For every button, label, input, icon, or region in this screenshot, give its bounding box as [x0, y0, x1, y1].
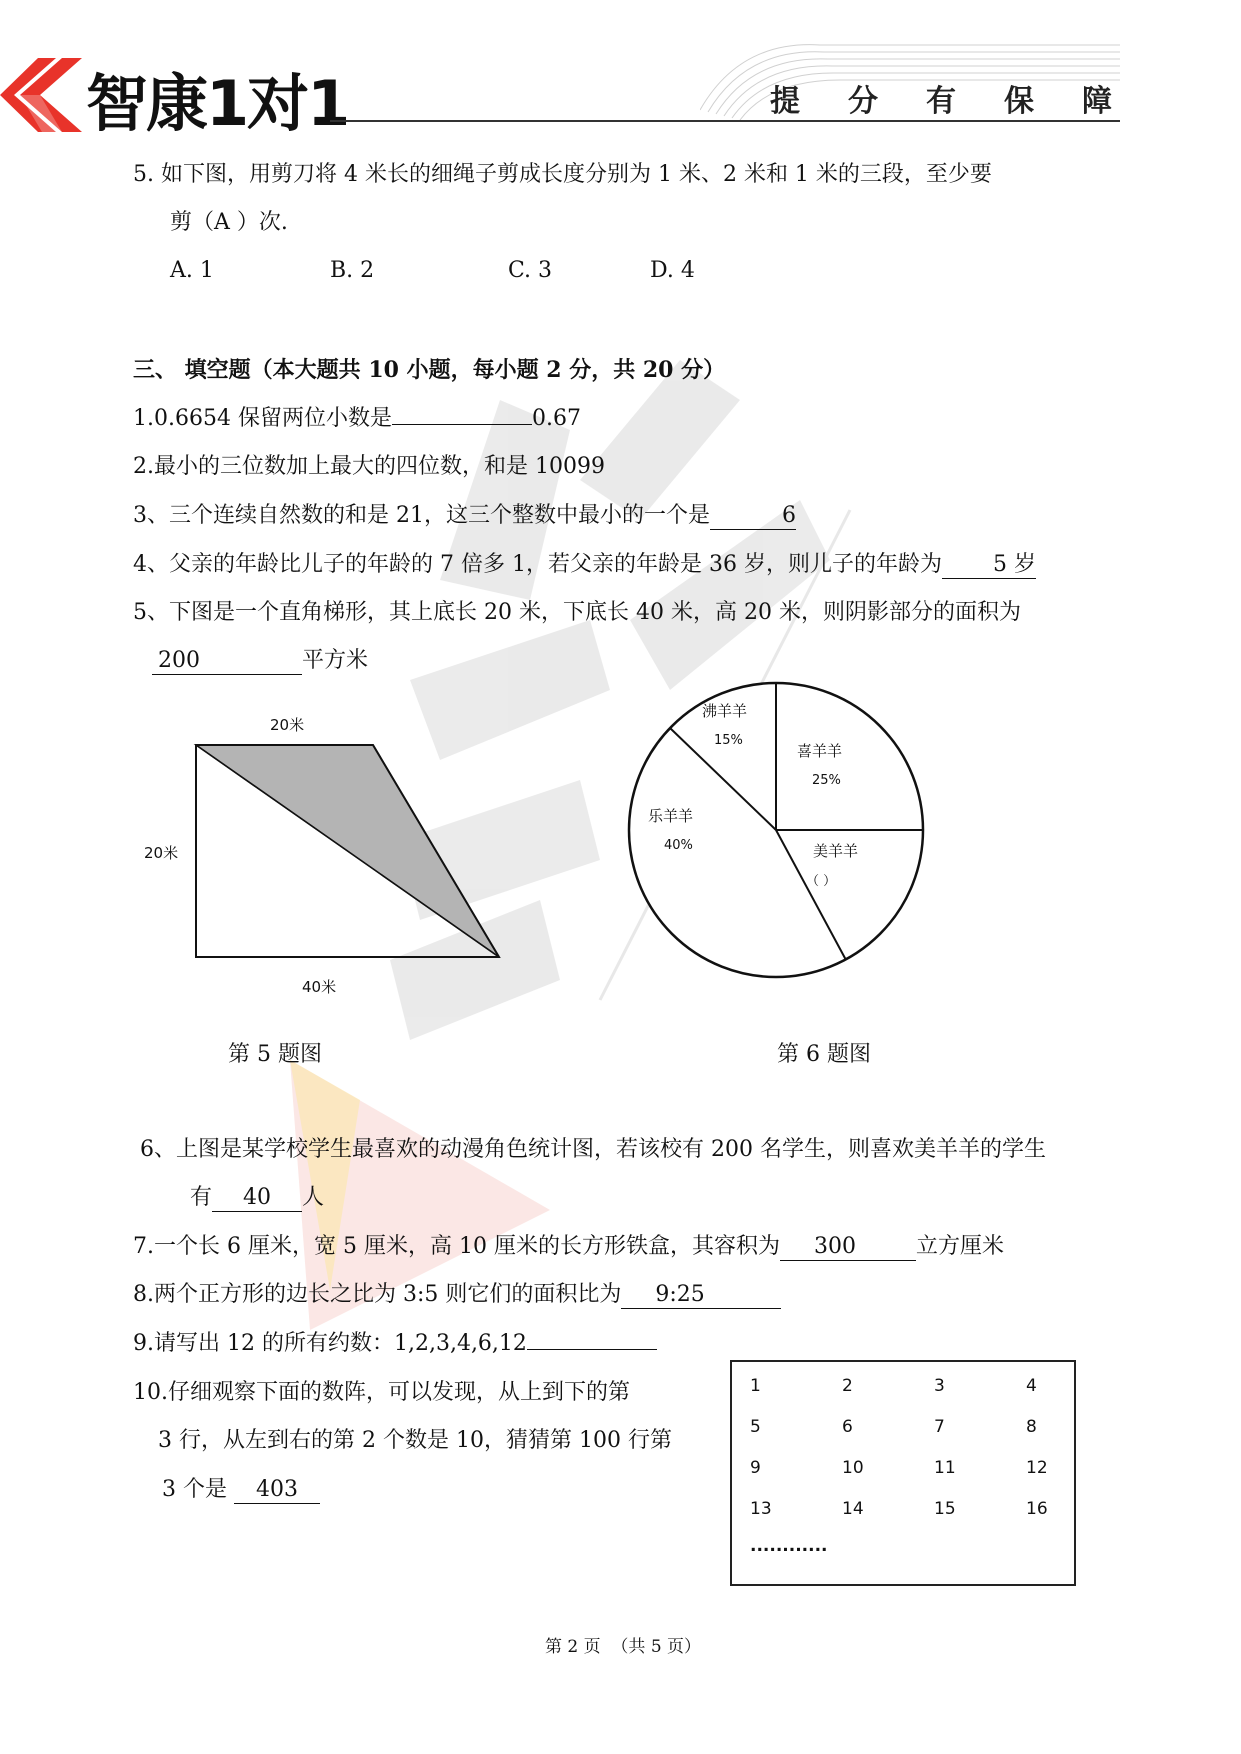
- slice-name: 美羊羊: [813, 842, 859, 860]
- option-c: C. 3: [508, 258, 553, 283]
- logo-chevron-icon: [0, 58, 82, 132]
- fill-q5: 5、下图是一个直角梯形，其上底长 20 米，下底长 40 米，高 20 米，则阴影部分的面积为: [133, 600, 1021, 625]
- grid-cell: 8: [1026, 1417, 1037, 1437]
- fill-q6-answer: 40: [212, 1185, 302, 1212]
- slice-name: 沸羊羊: [702, 702, 748, 720]
- fill-q3: [133, 501, 796, 531]
- fill-q6-suffix: 人: [302, 1185, 325, 1210]
- fill-q1-blank: [392, 424, 532, 425]
- fill-q7: [133, 1232, 1004, 1262]
- fill-q6: 6、上图是某学校学生最喜欢的动漫角色统计图，若该校有 200 名学生，则喜欢美羊羊的学生: [140, 1137, 1046, 1162]
- slice-name: 喜羊羊: [797, 742, 843, 760]
- header-wave-decoration: [700, 40, 1120, 120]
- figure6-caption: 第 6 题图: [777, 1042, 871, 1067]
- fill-q4: [133, 550, 1036, 580]
- number-grid: [730, 1360, 1076, 1586]
- fill-q10-answer: 403: [234, 1477, 320, 1504]
- grid-cell: 6: [842, 1417, 853, 1437]
- grid-cell: 9: [750, 1458, 761, 1478]
- grid-cell: 3: [934, 1376, 945, 1396]
- fill-q7-answer: 300: [780, 1234, 916, 1261]
- fill-q8-answer: 9:25: [621, 1282, 781, 1309]
- fill-q3-text: 3、三个连续自然数的和是 21，这三个整数中最小的一个是: [133, 503, 710, 528]
- fill-q10-prefix: 3 个是: [162, 1477, 227, 1502]
- fill-q10-line3: [162, 1475, 320, 1505]
- slogan-char: 有: [926, 84, 956, 119]
- grid-cell: 1: [750, 1376, 761, 1396]
- page-footer: 第 2 页 （共 5 页）: [545, 1637, 702, 1657]
- fill-q1: [133, 404, 581, 434]
- grid-cell: 2: [842, 1376, 853, 1396]
- slice-value: 25%: [812, 773, 841, 788]
- slice-name: 乐羊羊: [648, 807, 694, 825]
- fill-q9-text: 9.请写出 12 的所有约数：1,2,3,4,6,12: [133, 1331, 527, 1356]
- grid-cell: 15: [934, 1499, 956, 1519]
- fill-q5-unit: 平方米: [302, 648, 369, 673]
- fill-q8: [133, 1280, 781, 1310]
- grid-cell: 11: [934, 1458, 956, 1478]
- slogan-char: 障: [1082, 84, 1112, 119]
- header: [0, 40, 1241, 150]
- grid-cell: 7: [934, 1417, 945, 1437]
- grid-cell: 14: [842, 1499, 864, 1519]
- fig5-top-label: 20米: [270, 716, 305, 734]
- fig5-bottom-label: 40米: [302, 978, 337, 996]
- q5-choice-line1: 5. 如下图，用剪刀将 4 米长的细绳子剪成长度分别为 1 米、2 米和 1 米的三段，至少要: [133, 162, 992, 187]
- fill-q2: 2.最小的三位数加上最大的四位数，和是 10099: [133, 454, 605, 479]
- fig5-left-label: 20米: [144, 844, 179, 862]
- fill-q10-line1: 10.仔细观察下面的数阵，可以发现，从上到下的第: [133, 1380, 630, 1405]
- slogan-char: 提: [770, 84, 800, 119]
- grid-cell: 16: [1026, 1499, 1048, 1519]
- fill-q6-prefix: 有: [190, 1185, 213, 1210]
- option-a: A. 1: [170, 258, 214, 283]
- fill-q9-blank: [527, 1349, 657, 1350]
- brand-name: 智康1对1: [86, 67, 349, 140]
- grid-cell: 13: [750, 1499, 772, 1519]
- fill-q1-text: 1.0.6654 保留两位小数是: [133, 406, 392, 431]
- fill-q5-answer: 200: [152, 648, 302, 675]
- fill-q7-text: 7.一个长 6 厘米，宽 5 厘米，高 10 厘米的长方形铁盒，其容积为: [133, 1234, 780, 1259]
- grid-ellipsis: ............: [750, 1536, 828, 1556]
- slogan-char: 分: [848, 84, 878, 119]
- fill-q5-answer-line: [152, 646, 368, 676]
- figure5-trapezoid: [140, 700, 540, 1000]
- fill-q6-answer-line: [190, 1183, 324, 1213]
- figure6-pie: [620, 670, 940, 990]
- option-d: D. 4: [650, 258, 695, 283]
- slice-value: 15%: [714, 733, 743, 748]
- grid-cell: 5: [750, 1417, 761, 1437]
- fill-q4-text: 4、父亲的年龄比儿子的年龄的 7 倍多 1，若父亲的年龄是 36 岁，则儿子的年龄为: [133, 552, 942, 577]
- q5-choice-line2: 剪（A ）次.: [170, 210, 288, 235]
- header-rule: [330, 120, 1120, 122]
- fill-q9: [133, 1329, 657, 1359]
- fill-q10-line2: 3 行，从左到右的第 2 个数是 10，猜猜第 100 行第: [158, 1428, 672, 1453]
- grid-cell: 12: [1026, 1458, 1048, 1478]
- figure5-caption: 第 5 题图: [228, 1042, 322, 1067]
- slice-value: （ ）: [806, 874, 837, 889]
- fill-q7-unit: 立方厘米: [915, 1234, 1004, 1259]
- slogan-char: 保: [1004, 84, 1034, 119]
- grid-cell: 10: [842, 1458, 864, 1478]
- slice-value: 40%: [664, 838, 693, 853]
- grid-cell: 4: [1026, 1376, 1037, 1396]
- section-title: 三、 填空题（本大题共 10 小题，每小题 2 分，共 20 分）: [133, 357, 726, 383]
- option-b: B. 2: [330, 258, 375, 283]
- fill-q4-answer: 5 岁: [942, 552, 1036, 579]
- fill-q3-answer: 6: [710, 503, 796, 530]
- fill-q8-text: 8.两个正方形的边长之比为 3:5 则它们的面积比为: [133, 1282, 622, 1307]
- fill-q1-answer: 0.67: [531, 406, 581, 431]
